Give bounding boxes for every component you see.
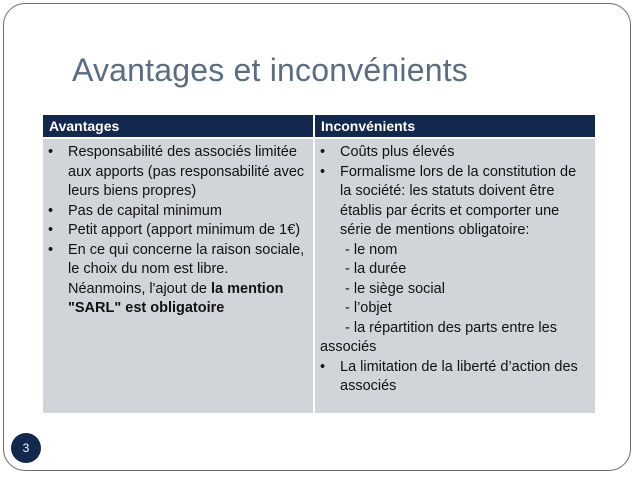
- slide-title: Avantages et inconvénients: [72, 52, 468, 88]
- continuation-text: associés: [320, 339, 377, 355]
- comparison-table: [43, 115, 595, 413]
- list-item: • La limitation de la liberté d’action des associés: [315, 358, 595, 397]
- list-item: • Pas de capital minimum: [43, 202, 313, 222]
- advantages-cell: [43, 139, 313, 413]
- list-item-bold-text: la mention "SARL" est obligatoire: [68, 280, 284, 316]
- sub-item: - le siège social: [345, 280, 445, 297]
- list-item: • Formalisme lors de la constitution de la société: les statuts doivent être établis par écrits et comporter une série de mentions obligatoire:: [315, 163, 595, 241]
- sub-item: - la répartition des parts entre les: [345, 319, 557, 336]
- list-item: • Responsabilité des associés limitée aux apports (pas responsabilité avec leurs biens propres): [43, 143, 313, 202]
- disadvantages-list: [315, 143, 595, 241]
- list-item: [43, 241, 313, 319]
- list-item: • Coûts plus élevés: [315, 143, 595, 163]
- advantages-list: [43, 143, 313, 319]
- disadvantages-cell: [315, 139, 595, 413]
- list-item: • Petit apport (apport minimum de 1€): [43, 221, 313, 241]
- sub-item: - l’objet: [345, 300, 392, 316]
- sub-item: - le nom: [345, 241, 398, 258]
- disadvantages-list-continued: [315, 358, 595, 397]
- list-item-text: En ce qui concerne la raison sociale, le choix du nom est libre. Néanmoins, l'ajout de: [68, 241, 305, 297]
- page-number-badge: 3: [11, 433, 41, 463]
- sub-item: - la durée: [345, 261, 407, 277]
- header-disadvantages: Inconvénients: [315, 115, 595, 137]
- header-advantages: Avantages: [43, 115, 313, 137]
